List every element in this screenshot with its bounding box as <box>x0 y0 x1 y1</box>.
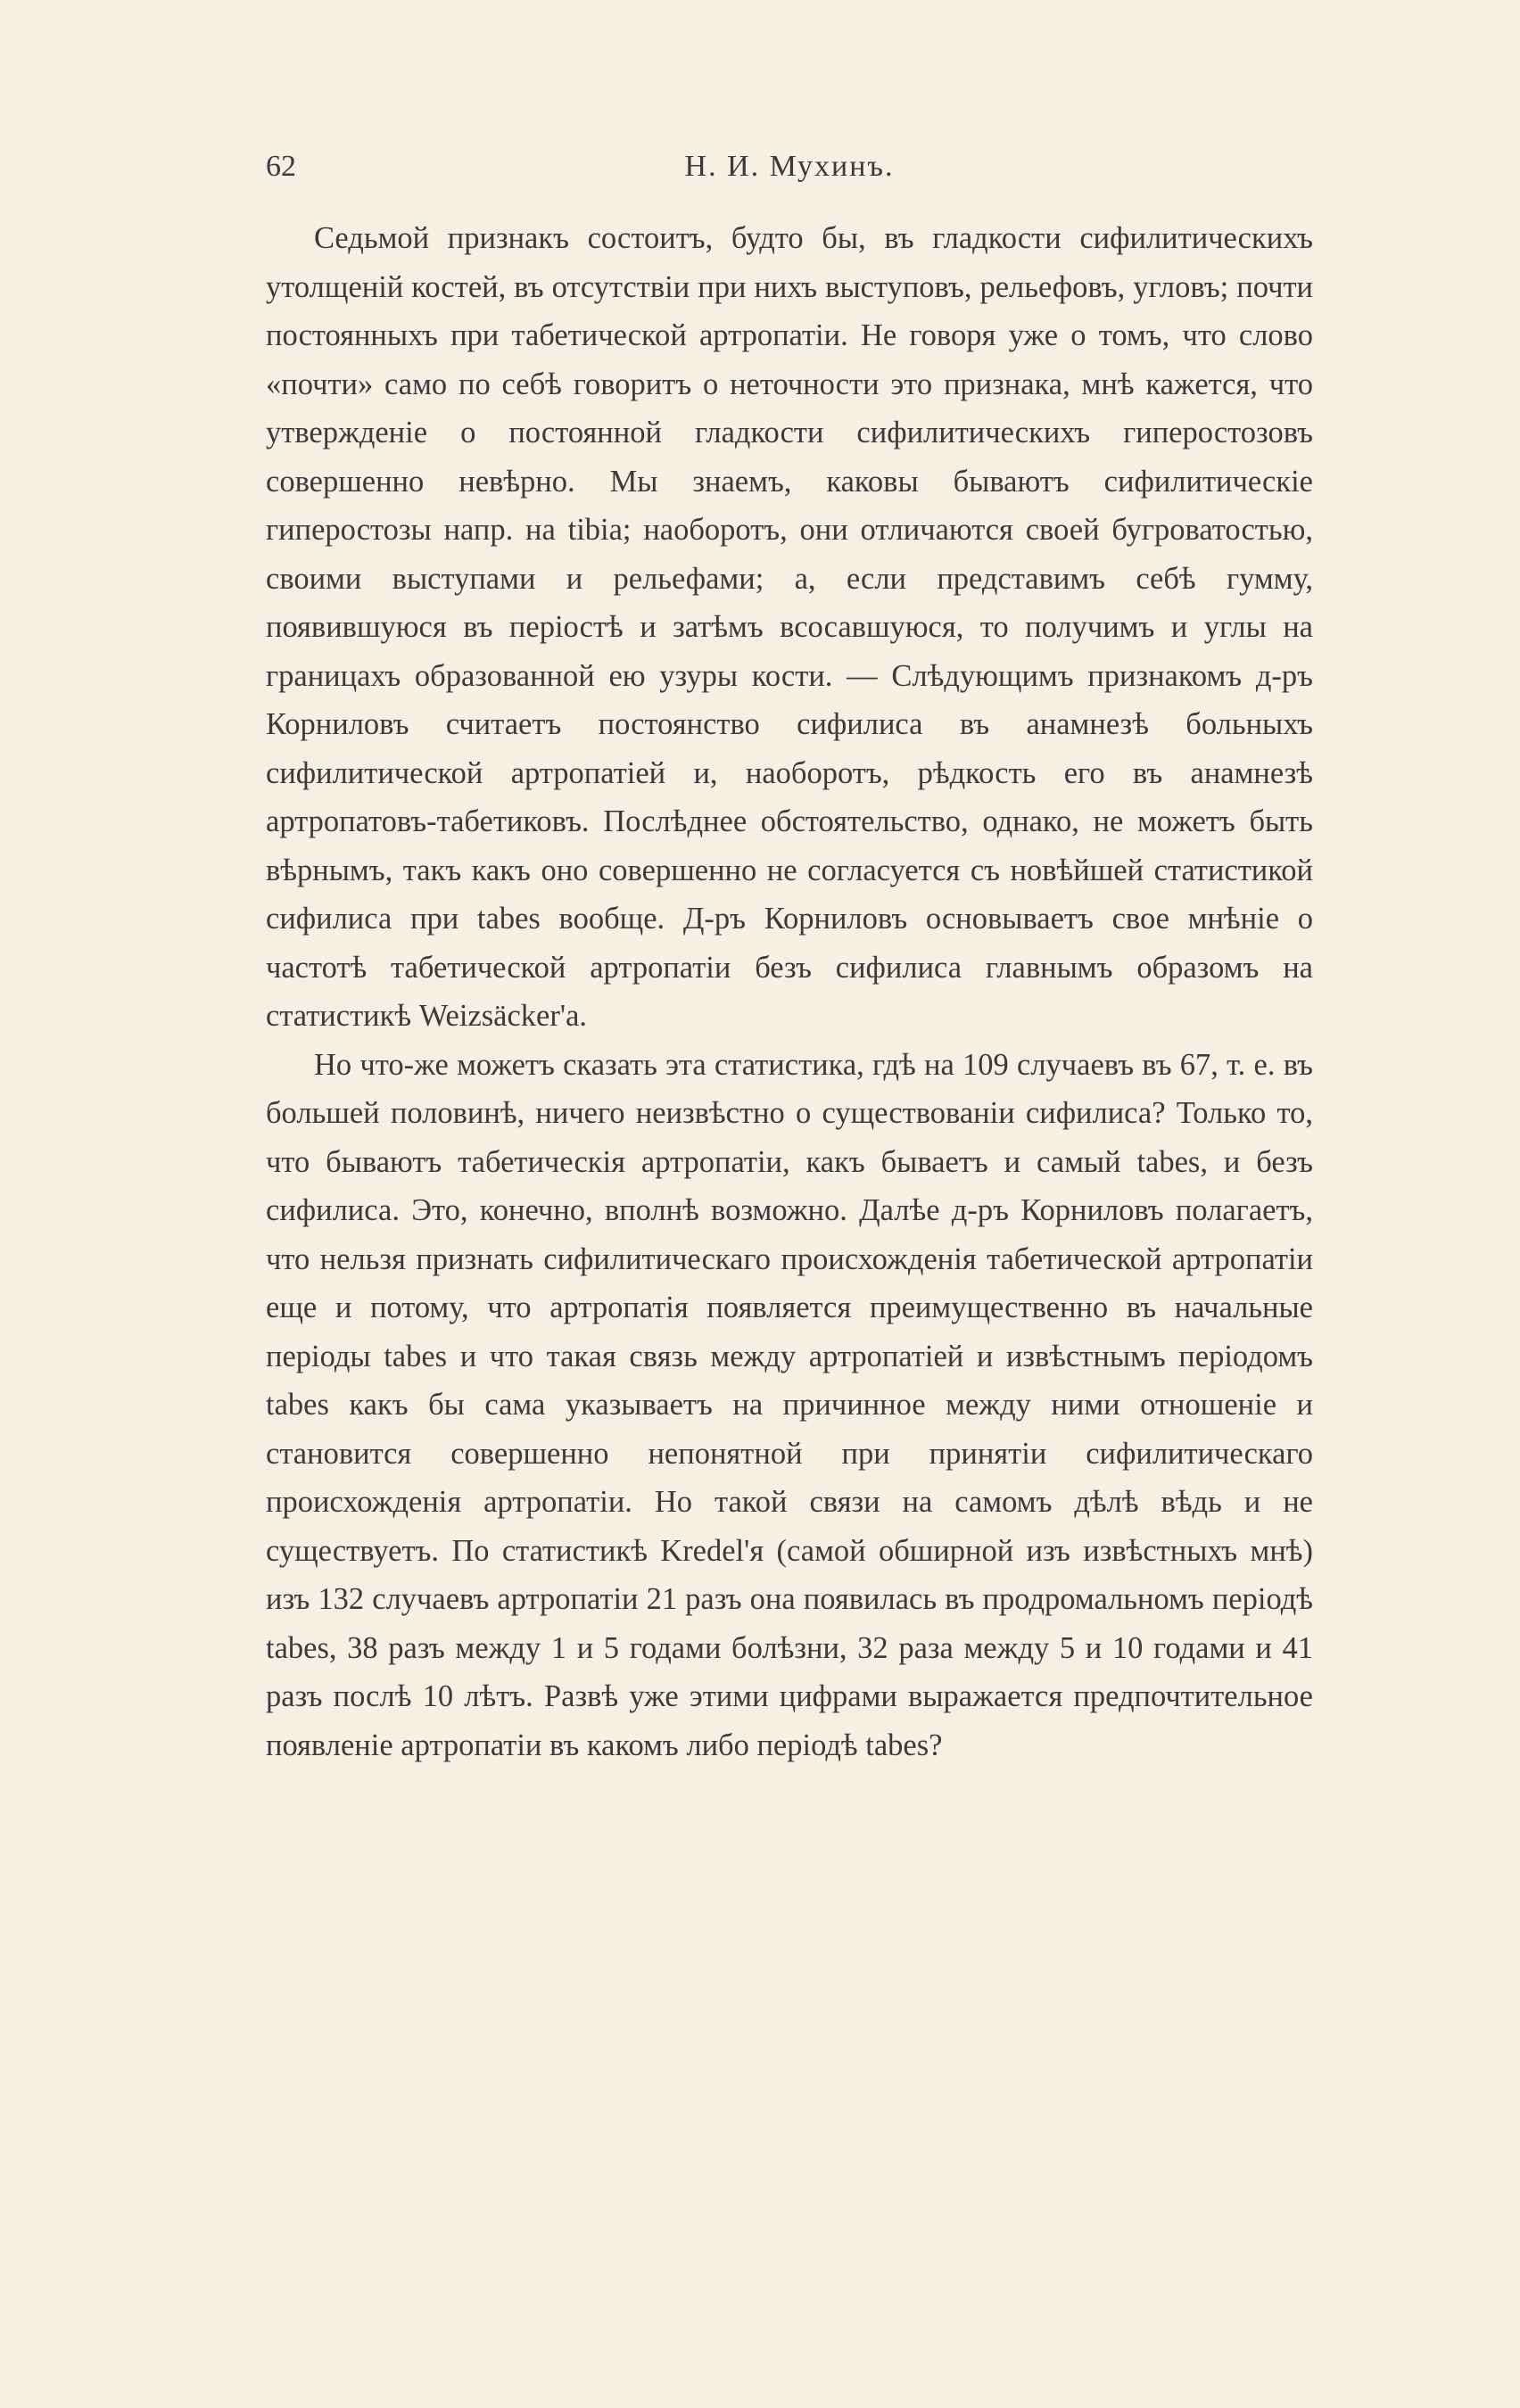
body-text <box>266 214 1313 1769</box>
running-title: Н. И. Мухинъ. <box>684 150 895 183</box>
page-number: 62 <box>266 150 296 183</box>
page-header <box>266 150 1313 189</box>
paragraph-1: Седьмой признакъ состоитъ, будто бы, въ гладкости сифилитическихъ утолщеній костей, въ отсутствіи при нихъ выступовъ, рельефовъ, угловъ; почти постоянныхъ при табетической артропатіи. Не говоря уже о томъ, что слово «почти» само по себѣ говоритъ о неточности это признака, мнѣ кажется, что утвержденіе о постоянной гладкости сифилитическихъ гиперостозовъ совершенно невѣрно. Мы знаемъ, каковы бываютъ сифилитическіе гиперостозы напр. на tibia; наоборотъ, они отличаются своей бугроватостью, своими выступами и рельефами; а, если представимъ себѣ гумму, появившуюся въ періостѣ и затѣмъ всосавшуюся, то получимъ и углы на границахъ образованной ею узуры кости. — Слѣдующимъ признакомъ д-ръ Корниловъ считаетъ постоянство сифилиса въ анамнезѣ больныхъ сифилитической артропатіей и, наоборотъ, рѣдкость его въ анамнезѣ артропатовъ-табетиковъ. Послѣднее обстоятельство, однако, не можетъ быть вѣрнымъ, такъ какъ оно совершенно не согласуется съ новѣйшей статистикой сифилиса при tabes вообще. Д-ръ Корниловъ основываетъ свое мнѣніе о частотѣ табетической артропатіи безъ сифилиса главнымъ образомъ на статистикѣ Weizsäcker'a. <box>266 221 1313 1033</box>
paragraph-2: Но что-же можетъ сказать эта статистика, гдѣ на 109 случаевъ въ 67, т. е. въ большей половинѣ, ничего неизвѣстно о существованіи сифилиса? Только то, что бываютъ табетическія артропатіи, какъ бываетъ и самый tabes, и безъ сифилиса. Это, конечно, вполнѣ возможно. Далѣе д-ръ Корниловъ полагаетъ, что нельзя признать сифилитическаго происхожденія табетической артропатіи еще и потому, что артропатія появляется преимущественно въ начальные періоды tabes и что такая связь между артропатіей и извѣстнымъ періодомъ tabes какъ бы сама указываетъ на причинное между ними отношеніе и становится совершенно непонятной при принятіи сифилитическаго происхожденія артропатіи. Но такой связи на самомъ дѣлѣ вѣдь и не существуетъ. По статистикѣ Kredel'я (самой обширной изъ извѣстныхъ мнѣ) изъ 132 случаевъ артропатіи 21 разъ она появилась въ продромальномъ періодѣ tabes, 38 разъ между 1 и 5 годами болѣзни, 32 раза между 5 и 10 годами и 41 разъ послѣ 10 лѣтъ. Развѣ уже этими цифрами выражается предпочтительное появленіе артропатіи въ какомъ либо періодѣ tabes? <box>266 1047 1313 1762</box>
